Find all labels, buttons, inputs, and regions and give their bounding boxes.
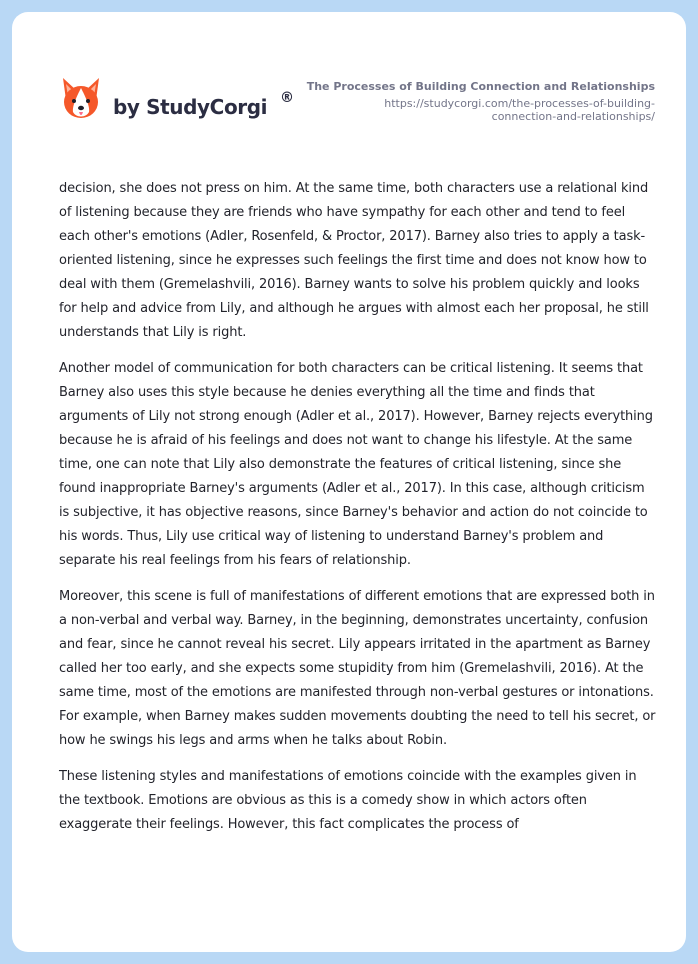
brand-name: by StudyCorgi [113,95,268,119]
paragraph: Another model of communication for both characters can be critical listening. It seems that Barney also uses this style because he denies everything all the time and finds that arguments of Lily not strong enough (Adler et al., 2017). However, Barney rejects everything because he is afraid of his feelings and does not want to change his lifestyle. At the same time, one can note that Lily also demonstrate the features of critical listening, since she found inappropriate Barney's arguments (Adler et al., 2017). In this case, although criticism is subjective, it has objective reasons, since Barney's behavior and action do not coincide to his words. Thus, Lily use critical way of listening to understand Barney's problem and separate his real feelings from his fears of relationship. [59,361,653,568]
document-title: The Processes of Building Connection and Relationships [306,80,655,93]
paragraph: These listening styles and manifestations of emotions coincide with the examples given in the textbook. Emotions are obvious as this is a comedy show in which actors often exaggerate their feelings. However, this fact complicates the process of [59,769,637,832]
paragraph: decision, she does not press on him. At the same time, both characters use a relational kind of listening because they are friends who have sympathy for each other and tend to feel each other's emotions (Adler, Rosenfeld, & Proctor, 2017). Barney also tries to apply a task-oriented listening, since he expresses such feelings the first time and does not know how to deal with them (Gremelashvili, 2016). Barney wants to solve his problem quickly and looks for help and advice from Lily, and although he argues with almost each her proposal, he still understands that Lily is right. [59,181,649,340]
page-header [12,12,686,142]
paragraph: Moreover, this scene is full of manifestations of different emotions that are expressed both in a non-verbal and verbal way. Barney, in the beginning, demonstrates uncertainty, confusion and fear, since he cannot reveal his secret. Lily appears irritated in the apartment as Barney called her too early, and she expects some stupidity from him (Gremelashvili, 2016). At the same time, most of the emotions are manifested through non-verbal gestures or intonations. For example, when Barney makes sudden movements doubting the need to tell his secret, or how he swings his legs and arms when he talks about Robin. [59,589,656,748]
document-url[interactable]: https://studycorgi.com/the-processes-of-building-connection-and-relationships/ [384,97,655,123]
essay-body [59,177,657,849]
registered-mark: ® [280,90,294,106]
document-page [12,12,686,952]
studycorgi-logo[interactable] [60,76,305,126]
corgi-logo-icon [60,76,102,122]
